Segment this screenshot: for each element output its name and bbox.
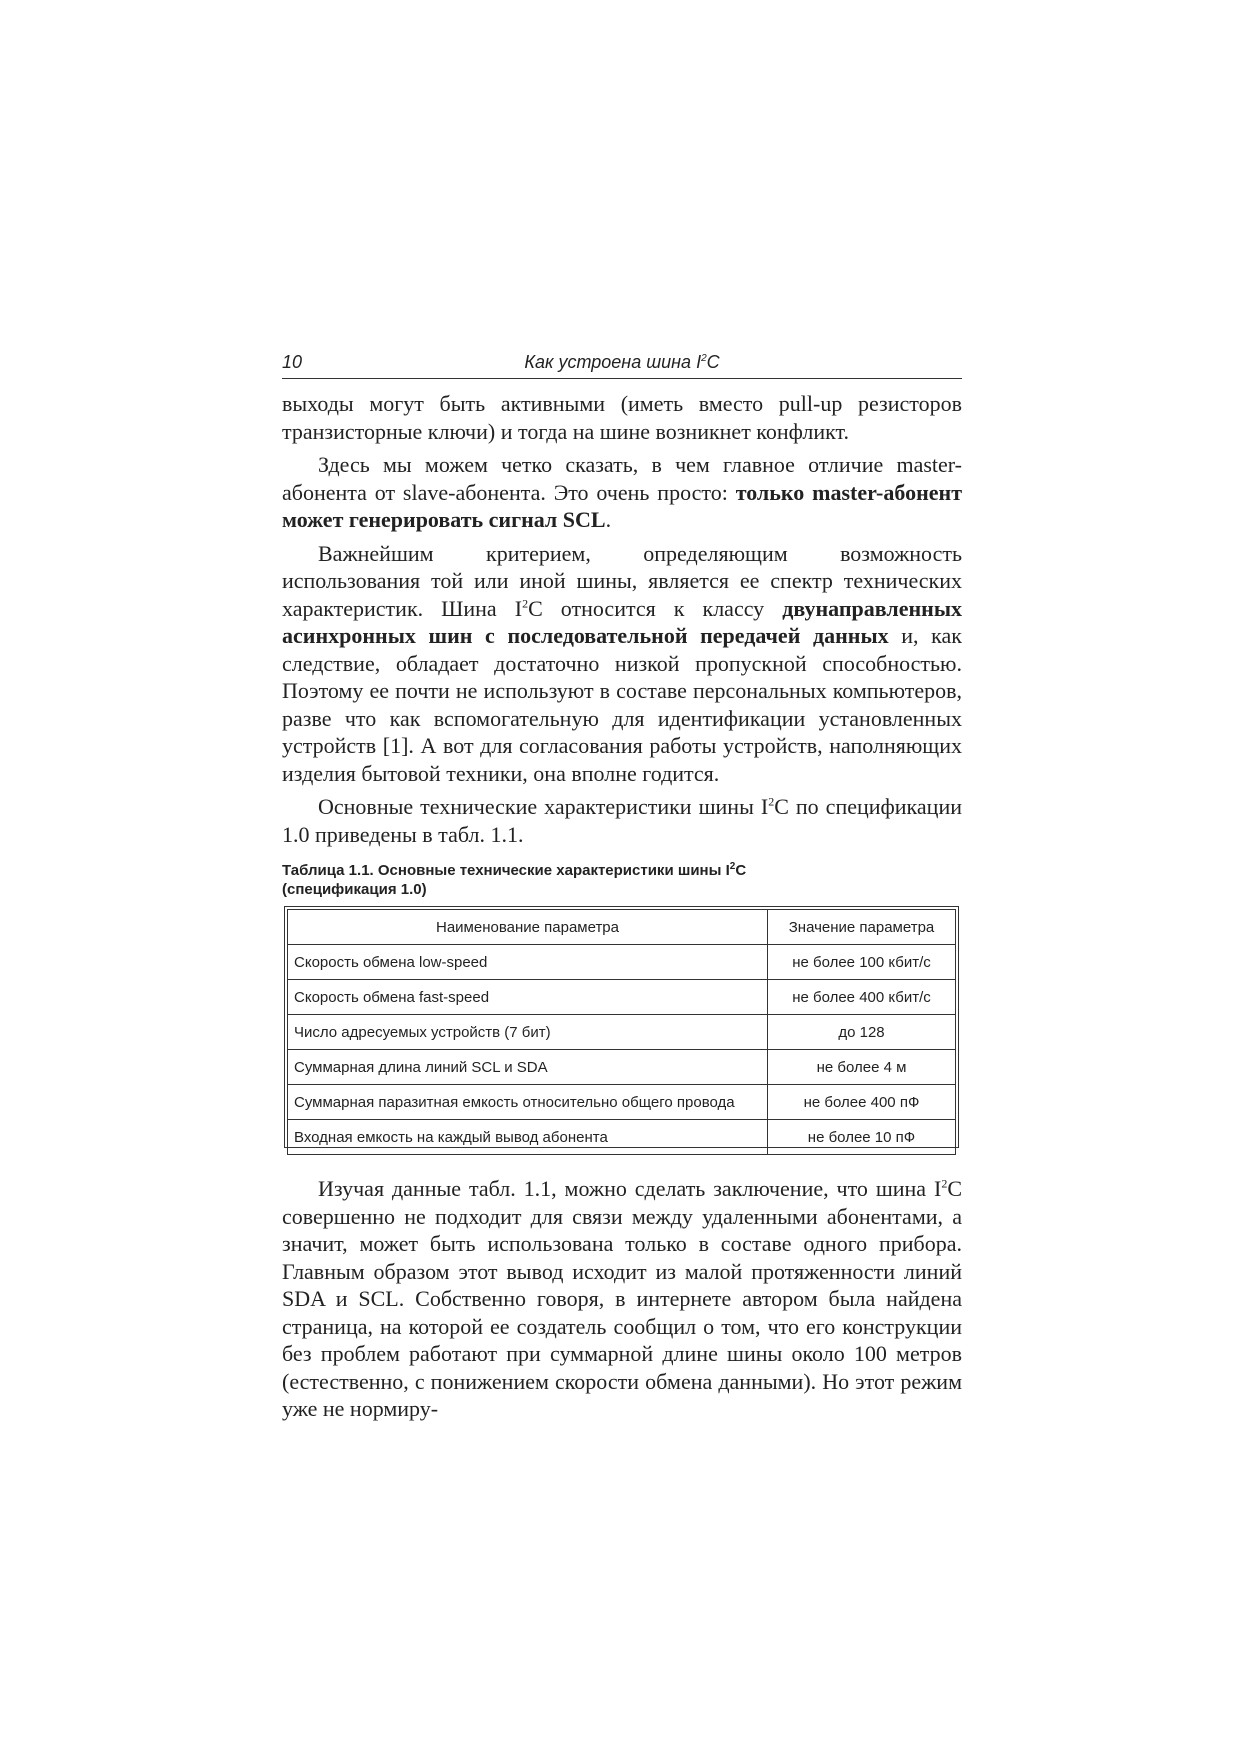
paragraph-3: Важнейшим критерием, определяющим возможность использования той или иной шины, является ее спектр технических характеристик. Шина $I^2C$ относится к классу двунаправленных асинхронных шин с последовательной передачей данных и, как следствие, обладает достаточно низкой пропускной способностью. Поэтому ее почти не используют в составе персональных компьютеров, разве что как вспомогательную для идентификации установленных устройств [1]. А вот для согласования работы устройств, наполняющих изделия бытовой техники, она вполне годится. — [282, 540, 963, 786]
table-header-row — [288, 910, 956, 945]
param-cell: Скорость обмена fast-speed — [288, 980, 768, 1015]
param-cell: Скорость обмена low-speed — [288, 945, 768, 980]
table-row — [288, 980, 956, 1015]
spec-table — [287, 909, 956, 1155]
paragraph-5: Изучая данные табл. 1.1, можно сделать заключение, что шина $I^2C$ совершенно не подходит для связи между удаленными абонентами, а значит, может быть использована только в составе одного прибора. Главным образом этот вывод исходит из малой протяженности линий SDA и SCL. Собственно говоря, в интернете автором была найдена страница, на которой ее создатель сообщил о том, что его конструкции без проблем работают при суммарной длине шины около 100 метров (естественно, с понижением скорости обмена данными). Но этот режим уже не нормиру- — [282, 1176, 962, 1421]
running-title: Как устроена шина $I^2C$ — [524, 352, 720, 372]
param-cell: Число адресуемых устройств (7 бит) — [288, 1015, 768, 1050]
paragraph-2: Здесь мы можем четко сказать, в чем главное отличие master-абонента от slave-абонента. Это очень просто: только master-абонент может генерировать сигнал SCL. — [282, 452, 963, 532]
column-header-param: Наименование параметра — [288, 910, 768, 945]
param-cell: Суммарная длина линий SCL и SDA — [288, 1050, 768, 1085]
body-text-top — [282, 390, 962, 848]
table-row — [288, 945, 956, 980]
paragraph-4: Основные технические характеристики шины $I^2C$ по спецификации 1.0 приведены в табл. 1.1. — [282, 794, 962, 847]
column-header-value: Значение параметра — [768, 910, 956, 945]
table-row — [288, 1120, 956, 1155]
param-cell: Суммарная паразитная емкость относительно общего провода — [288, 1085, 768, 1120]
value-cell: не более 10 пФ — [768, 1120, 956, 1155]
table-caption: Таблица 1.1. Основные технические характеристики шины $I^2C$ (спецификация 1.0) — [282, 861, 747, 898]
spec-table-frame — [284, 906, 959, 1148]
table-row — [288, 1015, 956, 1050]
body-text-bottom — [282, 1175, 962, 1423]
param-cell: Входная емкость на каждый вывод абонента — [288, 1120, 768, 1155]
paragraph-1: выходы могут быть активными (иметь вместо pull-up резисторов транзисторные ключи) и тогда на шине возникнет конфликт. — [282, 391, 962, 444]
value-cell: не более 100 кбит/с — [768, 945, 956, 980]
table-row — [288, 1050, 956, 1085]
table-row — [288, 1085, 956, 1120]
value-cell: не более 4 м — [768, 1050, 956, 1085]
value-cell: до 128 — [768, 1015, 956, 1050]
value-cell: не более 400 пФ — [768, 1085, 956, 1120]
page-number: 10 — [282, 352, 303, 372]
page-header — [282, 348, 962, 379]
value-cell: не более 400 кбит/с — [768, 980, 956, 1015]
